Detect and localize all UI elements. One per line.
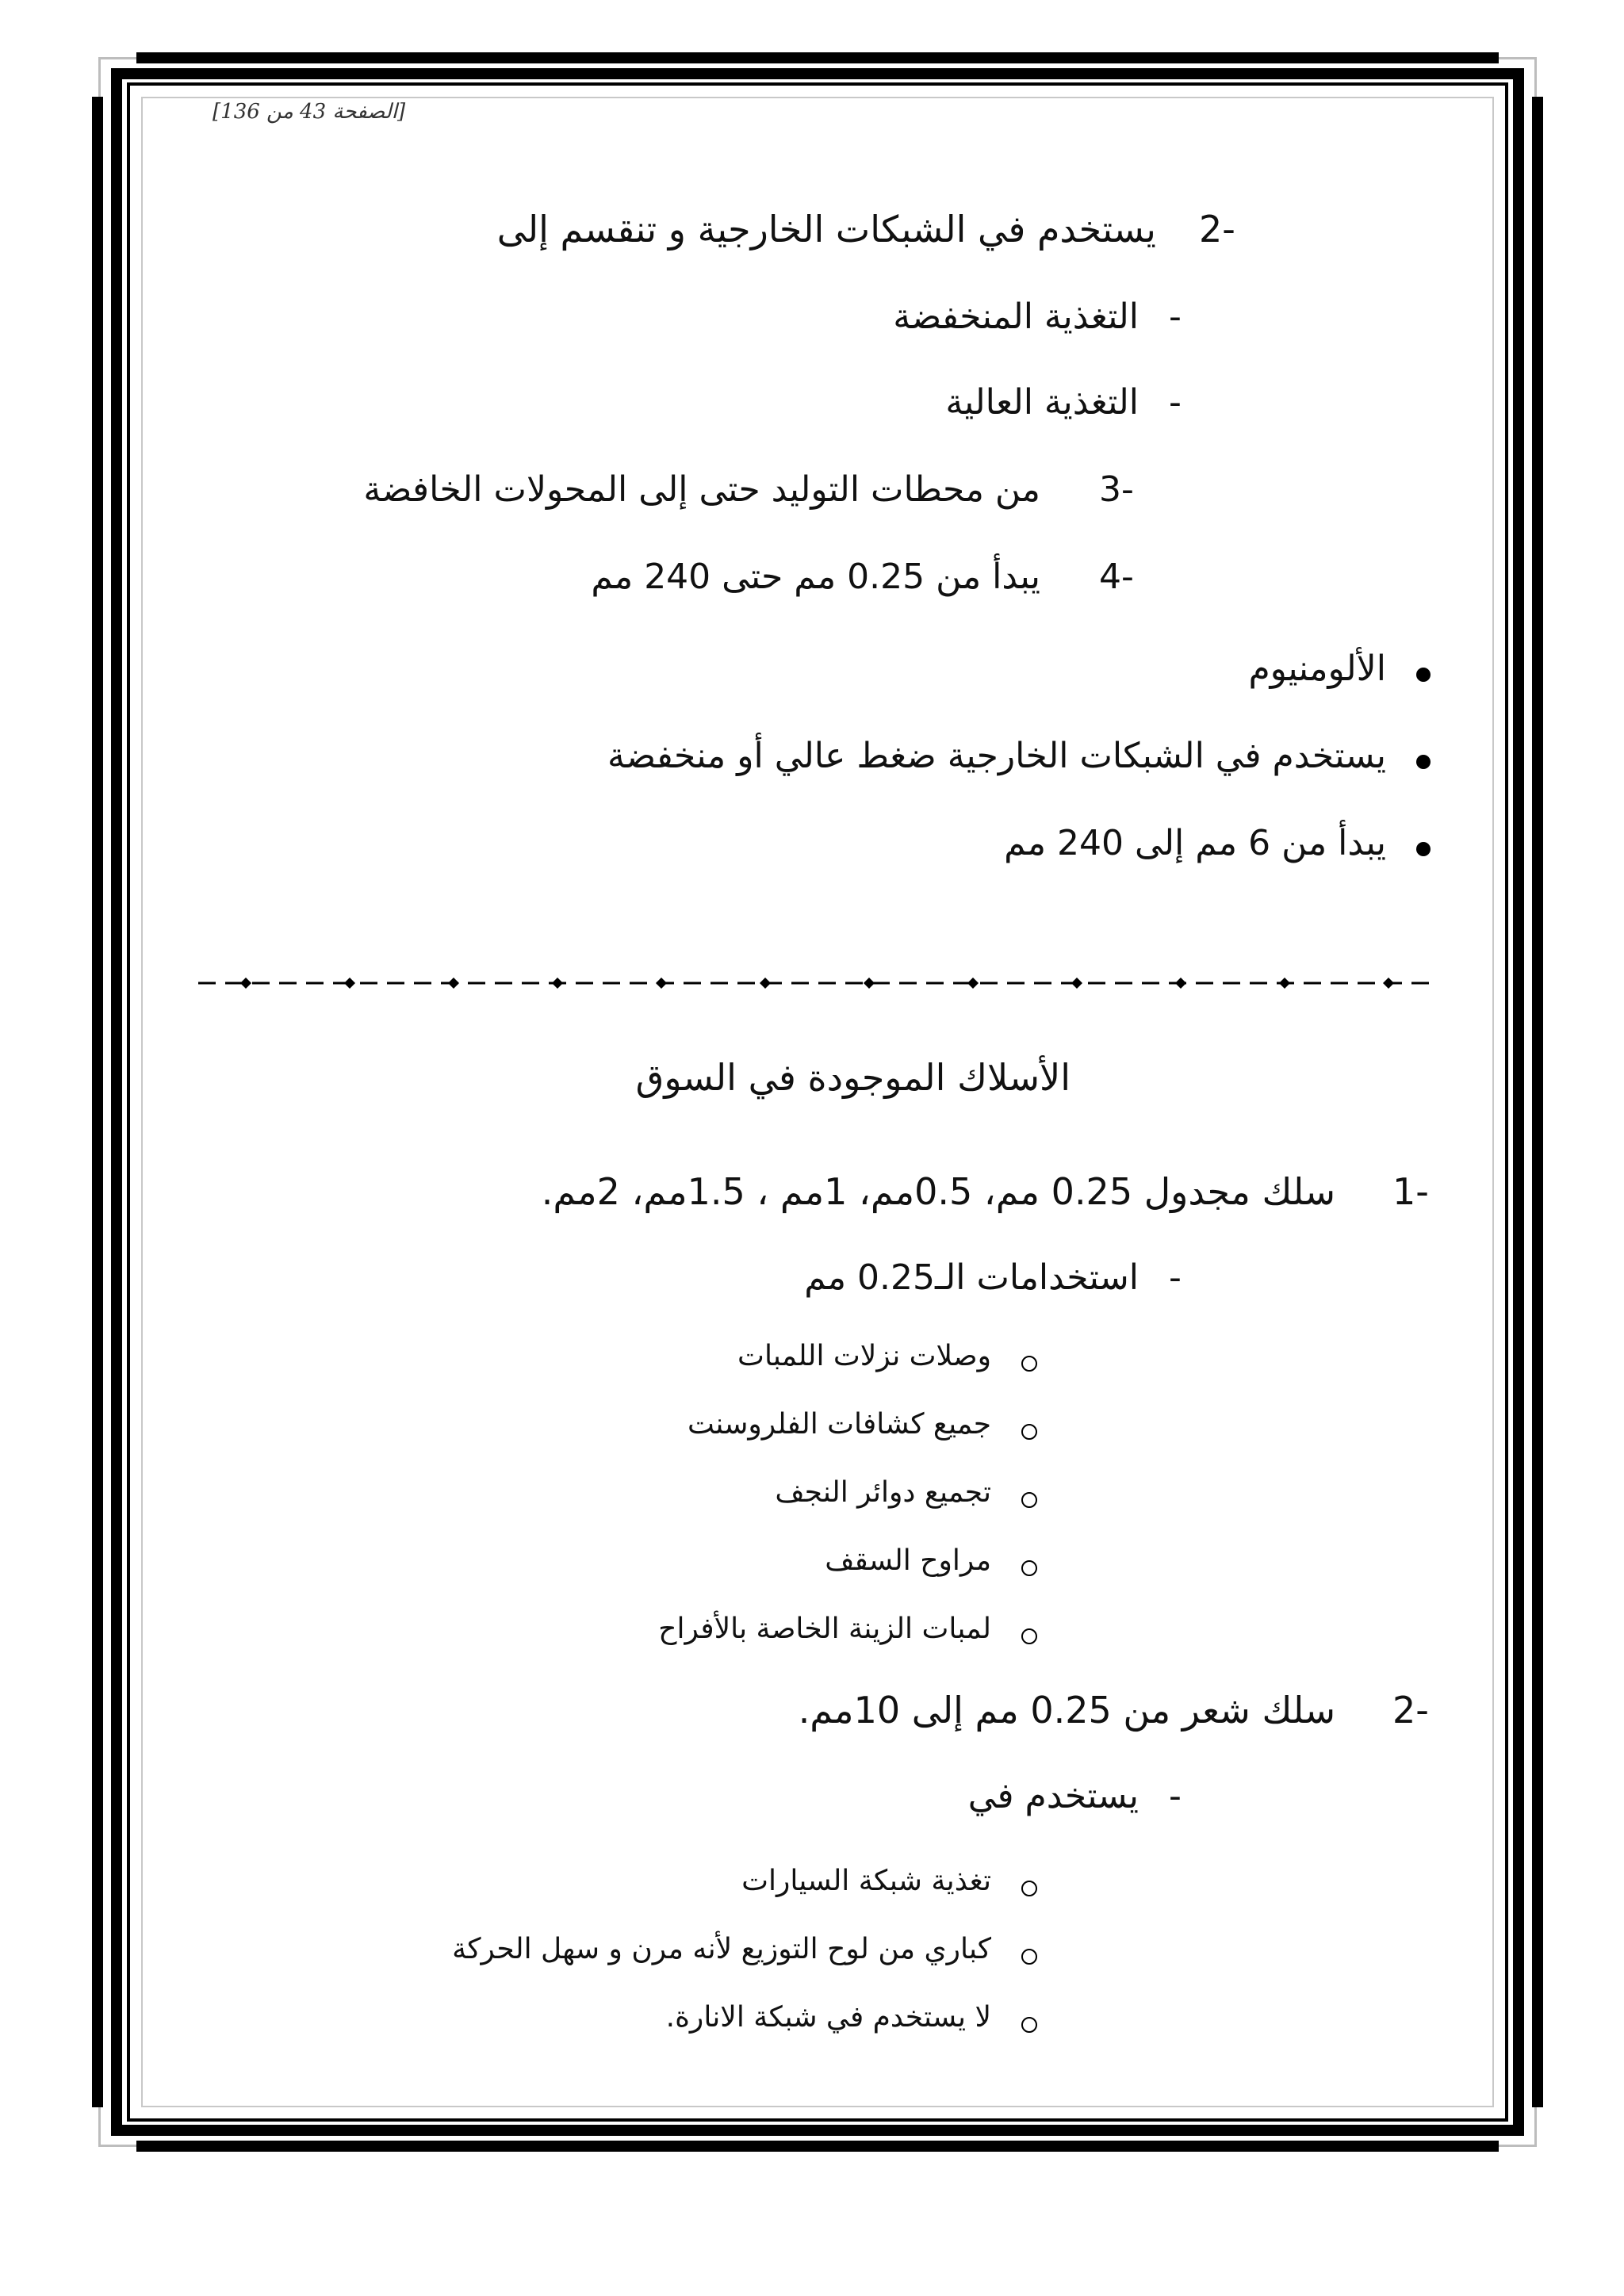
circle-bullet bbox=[1021, 1949, 1037, 1965]
circle-bullet bbox=[1021, 1492, 1037, 1508]
separator-diamond bbox=[448, 978, 459, 989]
wire-type-text: سلك شعر من 0.25 مم إلى 10مم. bbox=[798, 1689, 1335, 1732]
dash-marker: - bbox=[1169, 382, 1182, 423]
separator-diamond bbox=[1279, 978, 1290, 989]
separator-diamond bbox=[344, 978, 355, 989]
circle-bullet bbox=[1021, 1881, 1037, 1896]
use-item: تغذية شبكة السيارات bbox=[741, 1865, 991, 1897]
page-frame-inner bbox=[141, 97, 1494, 2107]
bullet-text: يبدأ من 6 مم إلى 240 مم bbox=[1004, 823, 1386, 863]
use-item: تجميع دوائر النجف bbox=[775, 1476, 991, 1509]
wire-type-text: سلك مجدول 0.25 مم، 0.5مم، 1مم ، 1.5مم، 2مم. bbox=[541, 1170, 1335, 1213]
frame-bar-bottom bbox=[136, 2141, 1499, 2152]
bullet-text: الألومنيوم bbox=[1248, 649, 1386, 689]
separator-diamond bbox=[1071, 978, 1082, 989]
bullet-text: يستخدم في الشبكات الخارجية ضغط عالي أو منخفضة bbox=[607, 736, 1386, 776]
page-number: [الصفحة 43 من 136] bbox=[213, 100, 406, 124]
use-item: لا يستخدم في شبكة الانارة. bbox=[665, 2001, 991, 2034]
uses-subtitle: استخدامات الـ0.25 مم bbox=[804, 1257, 1139, 1298]
list-item-text: من محطات التوليد حتى إلى المحولات الخافضة bbox=[363, 469, 1040, 510]
separator-diamond bbox=[1383, 978, 1394, 989]
separator-diamond bbox=[240, 978, 251, 989]
list-item-text: التغذية العالية bbox=[945, 382, 1139, 423]
use-item: لمبات الزينة الخاصة بالأفراح bbox=[658, 1613, 991, 1645]
separator-diamond bbox=[656, 978, 667, 989]
list-item-text: يبدأ من 0.25 مم حتى 240 مم bbox=[591, 557, 1040, 597]
list-item-text: يستخدم في الشبكات الخارجية و تنقسم إلى bbox=[496, 208, 1156, 251]
separator-diamond bbox=[552, 978, 563, 989]
circle-bullet bbox=[1021, 1628, 1037, 1644]
frame-bar-top bbox=[136, 52, 1499, 63]
circle-bullet bbox=[1021, 2017, 1037, 2033]
separator-diamond bbox=[967, 978, 979, 989]
frame-bar-right bbox=[1532, 97, 1543, 2107]
section-title: الأسلاك الموجودة في السوق bbox=[635, 1056, 1071, 1099]
list-marker-1: 1- bbox=[1392, 1170, 1429, 1213]
circle-bullet bbox=[1021, 1560, 1037, 1576]
dash-marker: - bbox=[1169, 1257, 1182, 1298]
uses-subtitle: يستخدم في bbox=[967, 1776, 1139, 1816]
dash-marker: - bbox=[1169, 1776, 1182, 1816]
bullet-dot bbox=[1416, 668, 1431, 682]
use-item: مراوح السقف bbox=[825, 1544, 991, 1577]
dash-marker: - bbox=[1169, 297, 1182, 337]
list-item-text: التغذية المنخفضة bbox=[893, 297, 1139, 337]
separator-diamond bbox=[1175, 978, 1186, 989]
use-item: وصلات نزلات اللمبات bbox=[737, 1340, 991, 1372]
bullet-dot bbox=[1416, 842, 1431, 856]
list-marker-4: 4- bbox=[1099, 557, 1134, 597]
circle-bullet bbox=[1021, 1424, 1037, 1440]
frame-bar-left bbox=[92, 97, 103, 2107]
use-item: جميع كشافات الفلروسنت bbox=[688, 1408, 991, 1441]
list-marker-3: 3- bbox=[1099, 469, 1134, 510]
separator-diamond bbox=[760, 978, 771, 989]
separator-diamond bbox=[864, 978, 875, 989]
section-separator bbox=[198, 974, 1435, 993]
list-marker-2: 2- bbox=[1199, 208, 1235, 251]
list-marker-2b: 2- bbox=[1392, 1689, 1429, 1732]
circle-bullet bbox=[1021, 1356, 1037, 1372]
bullet-dot bbox=[1416, 755, 1431, 769]
use-item: كباري من لوح التوزيع لأنه مرن و سهل الحركة bbox=[452, 1933, 991, 1965]
